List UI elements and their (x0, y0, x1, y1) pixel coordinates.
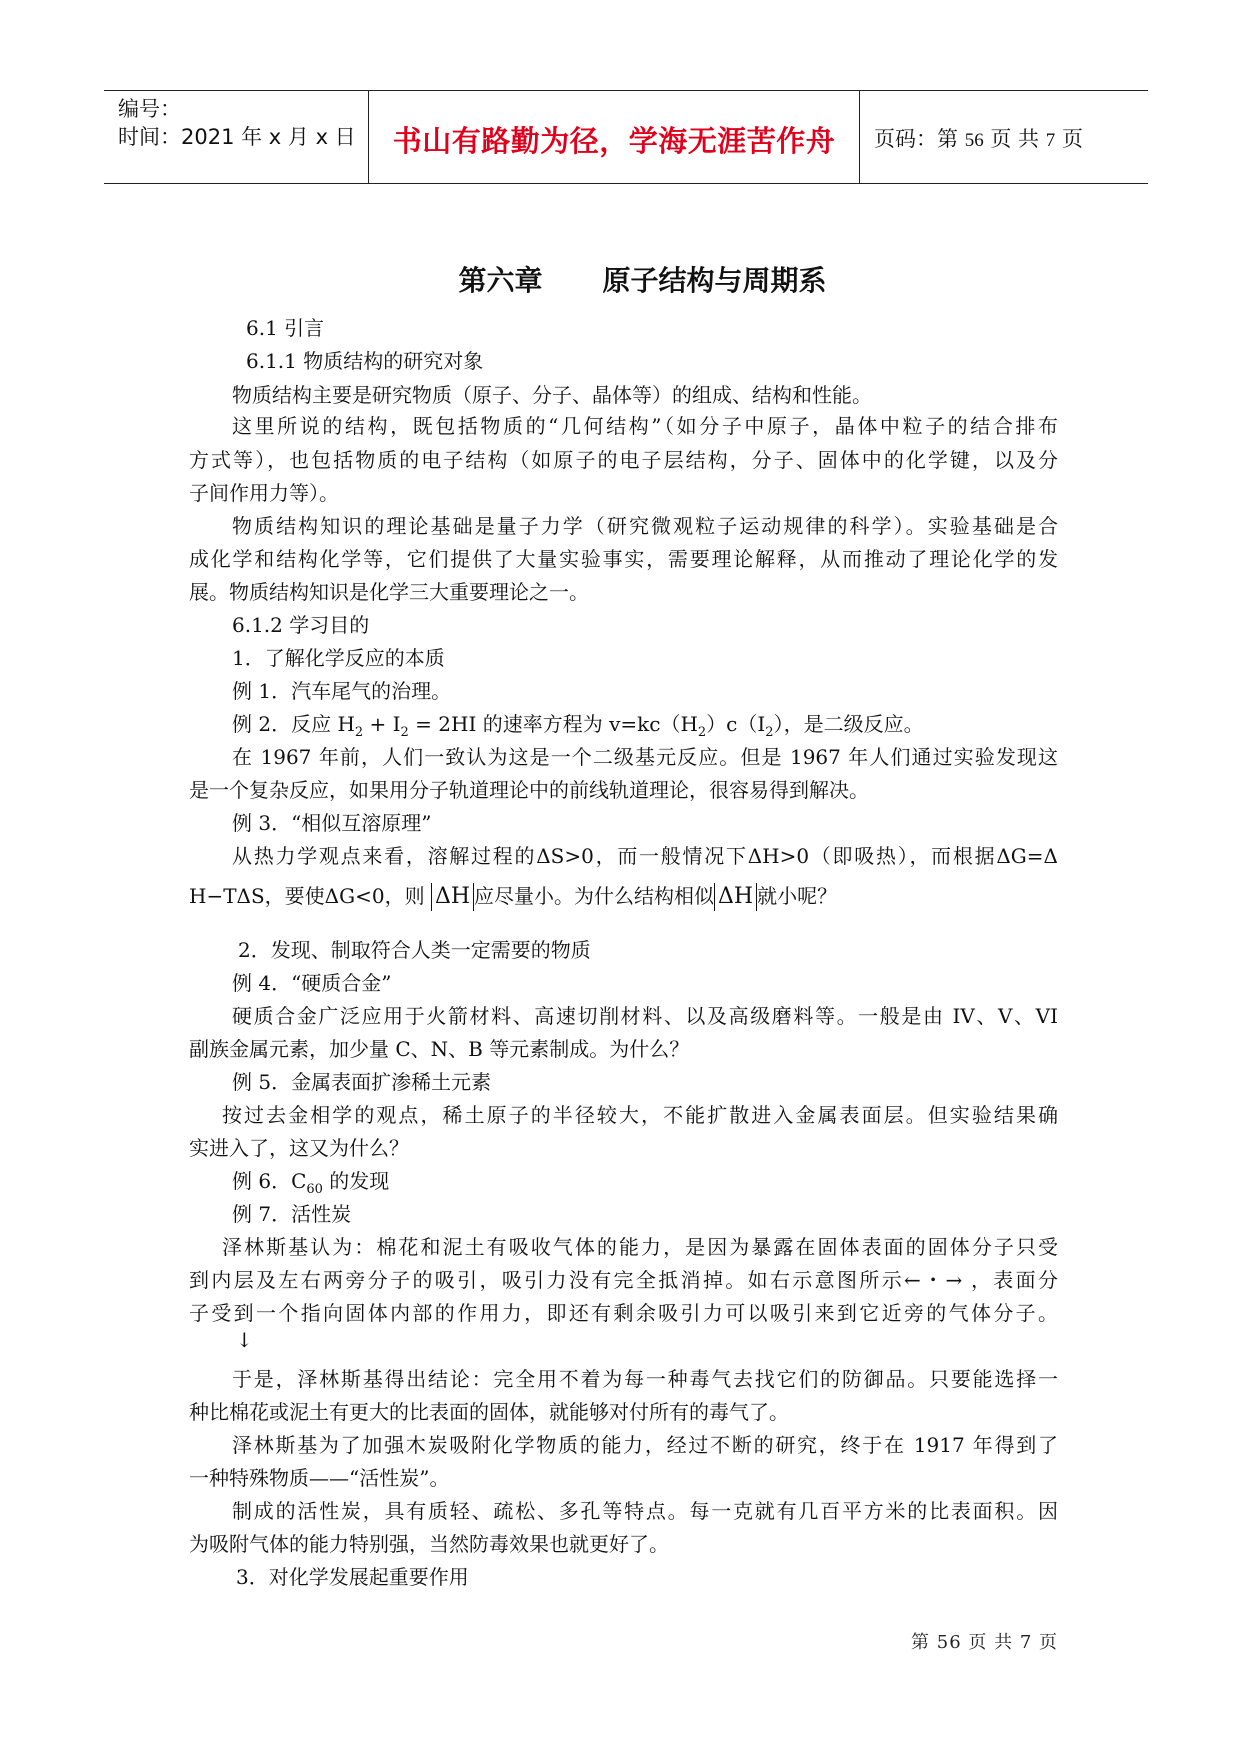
paragraph-line: 成化学和结构化学等，它们提供了大量实验事实，需要理论解释，从而推动了理论化学的发 (189, 547, 1058, 571)
paragraph-line: 副族金属元素，加少量 C、N、B 等元素制成。为什么？ (189, 1037, 690, 1061)
chapter-title (0, 259, 1241, 299)
paragraph-line: 在 1967 年前，人们一致认为这是一个二级基元反应。但是 1967 年人们通过实验发现这 (232, 745, 1058, 769)
header-meta-cell (104, 91, 369, 183)
paragraph-line: 物质结构知识的理论基础是量子力学（研究微观粒子运动规律的科学）。实验基础是合 (232, 514, 1058, 538)
page-footer: 第 56 页 共 7 页 (911, 1632, 1058, 1653)
paragraph-line: 物质结构主要是研究物质（原子、分子、晶体等）的组成、结构和性能。 (232, 383, 872, 407)
paragraph-line: 制成的活性炭，具有质轻、疏松、多孔等特点。每一克就有几百平方米的比表面积。因 (232, 1499, 1058, 1523)
paragraph-line: 方式等），也包括物质的电子结构（如原子的电子层结构，分子、固体中的化学键，以及分 (189, 448, 1058, 472)
paragraph-line: 按过去金相学的观点，稀土原子的半径较大，不能扩散进入金属表面层。但实验结果确 (222, 1103, 1058, 1127)
paragraph-line: 于是，泽林斯基得出结论：完全用不着为每一种毒气去找它们的防御品。只要能选择一 (232, 1367, 1058, 1391)
paragraph-line: 实进入了，这又为什么？ (189, 1136, 409, 1160)
list-item: 1．了解化学反应的本质 (232, 646, 445, 670)
paragraph-line: 这里所说的结构，既包括物质的“几何结构”（如分子中原子，晶体中粒子的结合排布 (232, 414, 1058, 438)
document-number-label: 编号： (118, 97, 181, 121)
abs-delta-h: ΔH (714, 883, 757, 911)
header-page-total: 7 (1045, 130, 1056, 151)
paragraph-line: 子受到一个指向固体内部的作用力，即还有剩余吸引力可以吸引来到它近旁的气体分子。 (189, 1301, 1058, 1325)
example-line: 例 6．$C_{60}$ 的发现 (232, 1169, 390, 1197)
list-item: 2．发现、制取符合人类一定需要的物质 (238, 938, 591, 962)
chapter-number: 第六章 (458, 264, 543, 297)
subsection-heading: 6.1.2 学习目的 (232, 613, 370, 637)
header-page-cell (860, 91, 1148, 183)
header-motto: 书山有路勤为径，学海无涯苦作舟 (392, 124, 836, 158)
paragraph-line: 展。物质结构知识是化学三大重要理论之一。 (189, 580, 589, 604)
paragraph-line: 到内层及左右两旁分子的吸引，吸引力没有完全抵消掉。如右示意图所示←・→ ，表面分 (189, 1268, 1058, 1292)
paragraph-line: H−TΔS，要使ΔG<0，则 ΔH 应尽量小。为什么结构相似 ΔH 就小呢？ (189, 884, 838, 909)
paragraph-line: 为吸附气体的能力特别强，当然防毒效果也就更好了。 (189, 1532, 669, 1556)
arrow-down-icon: ↓ (236, 1328, 253, 1352)
subsection-heading: 6.1.1 物质结构的研究对象 (246, 349, 484, 373)
example-line: 例 5．金属表面扩渗稀土元素 (232, 1070, 492, 1094)
paragraph-line: 泽林斯基认为：棉花和泥土有吸收气体的能力，是因为暴露在固体表面的固体分子只受 (222, 1235, 1058, 1259)
header-page-info: 页码：第 56 页 共 7 页 (874, 127, 1083, 151)
document-header (104, 90, 1148, 184)
paragraph-line: 种比棉花或泥土有更大的比表面的固体，就能够对付所有的毒气了。 (189, 1400, 789, 1424)
section-heading: 6.1 引言 (246, 316, 325, 340)
example-line: 例 3．“相似互溶原理” (232, 811, 432, 835)
paragraph-line: 泽林斯基为了加强木炭吸附化学物质的能力，经过不断的研究，终于在 1917 年得到了 (232, 1433, 1058, 1457)
paragraph-line: 一种特殊物质——“活性炭”。 (189, 1466, 450, 1490)
abs-delta-h: ΔH (431, 883, 474, 911)
list-item: 3．对化学发展起重要作用 (236, 1565, 469, 1589)
paragraph-line: 从热力学观点来看，溶解过程的ΔS>0，而一般情况下ΔH>0（即吸热），而根据ΔG=Δ (232, 844, 1058, 868)
paragraph-line: 硬质合金广泛应用于火箭材料、高速切削材料、以及高级磨料等。一般是由 IV、V、VI (232, 1004, 1058, 1028)
header-motto-cell (369, 91, 860, 183)
paragraph-line: 是一个复杂反应，如果用分子轨道理论中的前线轨道理论，很容易得到解决。 (189, 778, 869, 802)
paragraph-line: 子间作用力等）。 (189, 481, 339, 505)
example-line: 例 7．活性炭 (232, 1202, 352, 1226)
chapter-name: 原子结构与周期系 (602, 264, 827, 297)
example-line: 例 1．汽车尾气的治理。 (232, 679, 452, 703)
header-page-current: 56 (964, 130, 984, 151)
document-time-label: 时间：2021 年 x 月 x 日 (118, 125, 356, 149)
example-line: 例 2．反应 $H_2 + I_2 = 2HI$ 的速率方程为 $v=kc(H_2)c(I_2)$，是二级反应。 (232, 712, 924, 740)
example-line: 例 4．“硬质合金” (232, 971, 392, 995)
